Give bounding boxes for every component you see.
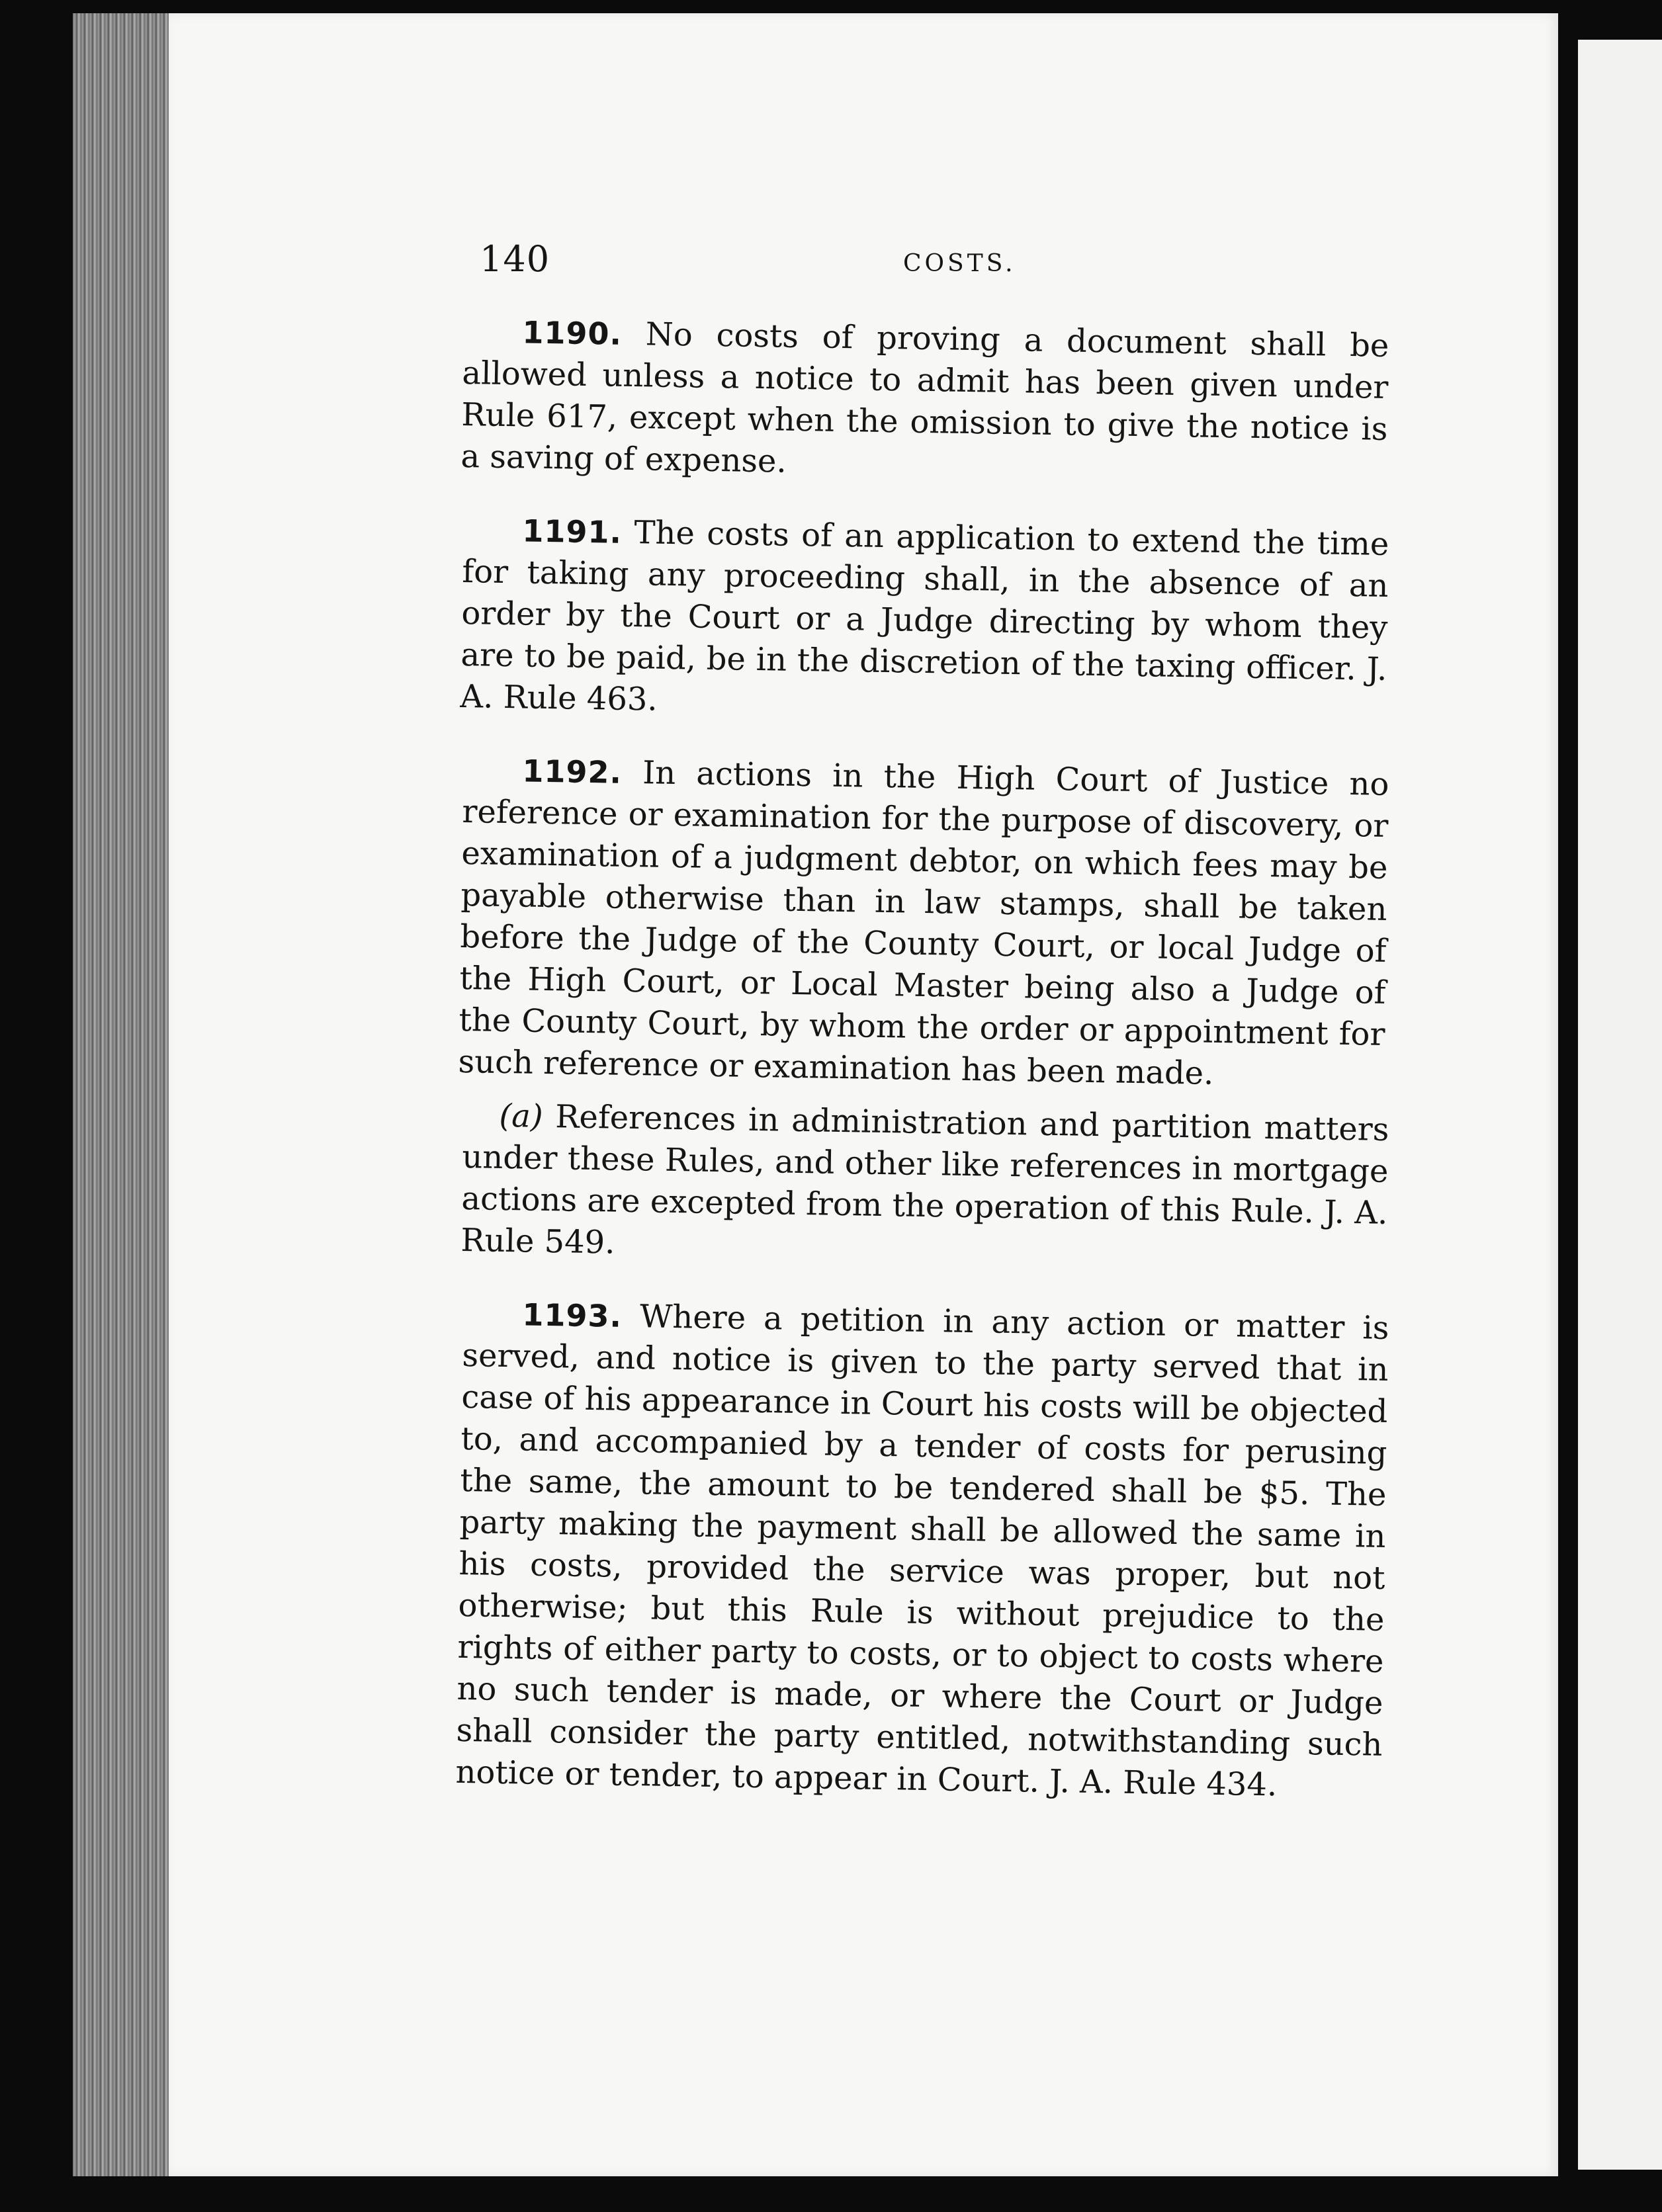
rule-paragraph-1190 xyxy=(460,311,1389,492)
rule-number: 1190. xyxy=(522,314,623,352)
rule-text: No costs of proving a document shall be allowed unless a notice to admit has been given under Rule 617, except when the omission to give the notice is a saving of expense. xyxy=(460,316,1389,480)
subparagraph-text: References in administration and partition matters under these Rules, and other like references in mortgage actions are excepted from the operation of this Rule. J. A. Rule 549. xyxy=(460,1098,1389,1261)
book-gutter xyxy=(1558,13,1578,2183)
rule-paragraph-1192 xyxy=(458,749,1389,1097)
rule-text: In actions in the High Court of Justice no reference or examination for the purpose of discovery, or examination of a judgment debtor, on which fees may be payable otherwise than in law stamps, shall be taken before the Judge of the County Court, or local Judge of the High Court, or Local Master being also a Judge of the County Court, by whom the order or appointment for such reference or examination has been made. xyxy=(458,754,1389,1092)
rule-paragraph-1193 xyxy=(455,1293,1389,1808)
facing-page-edge xyxy=(1578,40,1662,2170)
page-stack-edge xyxy=(73,13,172,2176)
rule-text: Where a petition in any action or matter is served, and notice is given to the party served that in case of his appearance in Court his costs will be objected to, and accompanied by a tender of costs for perusing the same, the amount to be tendered shall be $5. The party making the payment shall be allowed the same in his costs, provided the service was proper, but not otherwise; but this Rule is without prejudice to the rights of either party to costs, or to object to costs where no such tender is made, or where the Court or Judge shall consider the party entitled, notwithstanding such notice or tender, to appear in Court. J. A. Rule 434. xyxy=(455,1298,1389,1804)
rule-paragraph-1191 xyxy=(460,509,1389,732)
rule-text: The costs of an application to extend the time for taking any proceeding shall, in the absence of an order by the Court or a Judge directing by whom they are to be paid, be in the discretion of the taxing officer. J. A. Rule 463. xyxy=(460,514,1389,718)
rule-number: 1192. xyxy=(522,753,623,790)
rule-number: 1191. xyxy=(522,513,623,550)
section-title: COSTS. xyxy=(903,250,1016,277)
rule-number: 1193. xyxy=(522,1297,623,1334)
running-head xyxy=(480,238,1406,291)
subparagraph-label: (a) xyxy=(499,1097,544,1135)
page-body xyxy=(455,311,1389,1825)
page-number: 140 xyxy=(480,238,550,280)
rule-subparagraph-a xyxy=(460,1095,1389,1276)
